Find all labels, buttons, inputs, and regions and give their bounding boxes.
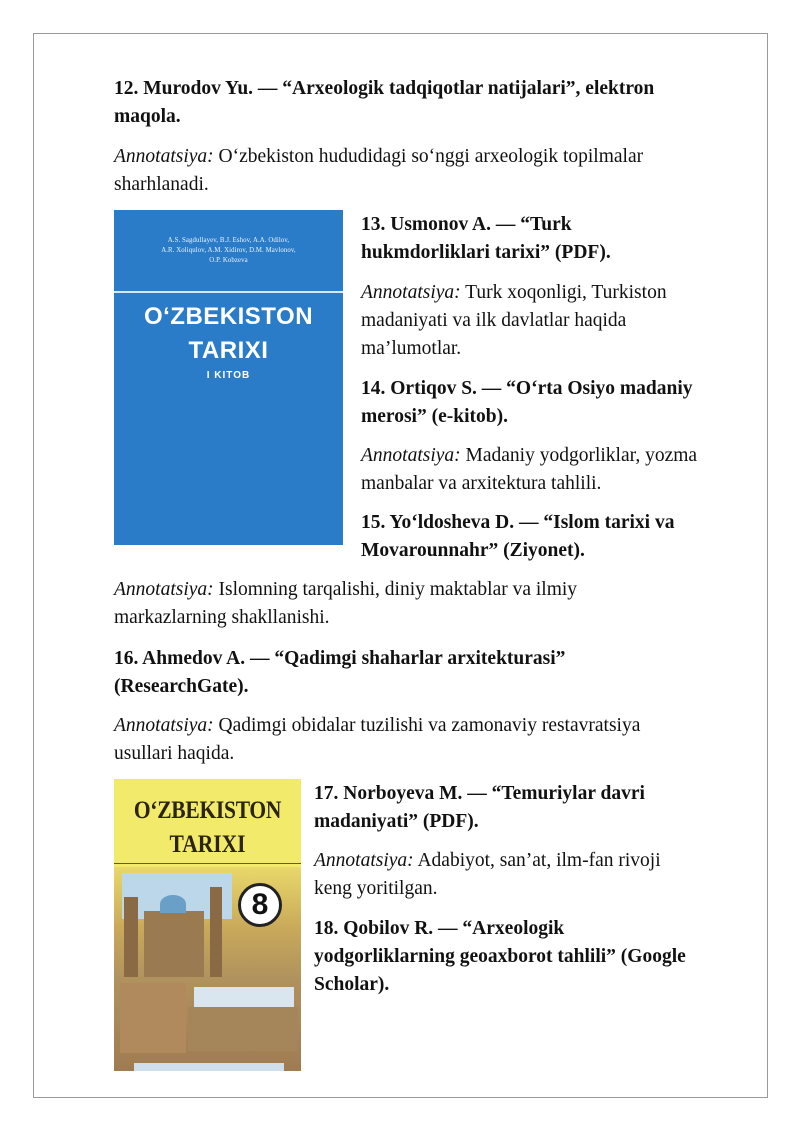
entry-12-annotation-line1 [114,143,643,171]
entry-15-annotation-line2: markazlarning shakllanishi. [114,607,330,628]
entry-13-title-line2: hukmdorliklari tarixi” (PDF). [361,242,611,263]
entry-14-annotation-line1 [361,442,697,470]
annotation-text: Madaniy yodgorliklar, yozma [460,445,698,466]
grade-number-badge: 8 [238,883,282,927]
entry-13-annotation-line3: ma’lumotlar. [361,338,462,359]
entry-14-title-line2: merosi” (e-kitob). [361,406,508,427]
cover-title-line1: O‘ZBEKISTON [143,303,314,330]
entry-13-annotation-line1 [361,279,667,307]
entry-17-title-line2: madaniyati” (PDF). [314,811,479,832]
annotation-text: Turk xoqonligi, Turkiston [460,282,667,303]
cover-divider [114,863,301,864]
annotation-label: Annotatsiya: [361,445,461,466]
annotation-text: O‘zbekiston hududidagi so‘nggi arxeologik topilmalar [213,146,644,167]
cover-authors-line2: A.R. Xoliqulov, A.M. Xidirov, D.M. Mavlonov, [161,247,296,254]
entry-13-title-line1: 13. Usmonov A. — “Turk [361,214,572,235]
cover-title-line1: O‘ZBEKISTON [133,797,282,824]
annotation-label: Annotatsiya: [114,579,214,600]
entry-17-title-line1: 17. Norboyeva M. — “Temuriylar davri [314,783,645,804]
cover-authors-line1: A.S. Sagdullayev, B.J. Eshov, A.A. Odilov, [167,237,290,244]
cover-title-line2: TARIXI [188,337,269,364]
cover-title-line2: TARIXI [169,831,246,858]
annotation-text: Qadimgi obidalar tuzilishi va zamonaviy restavratsiya [213,715,641,736]
annotation-text: Islomning tarqalishi, diniy maktablar va ilmiy [213,579,578,600]
entry-15-title-line2: Movarounnahr” (Ziyonet). [361,540,585,561]
entry-15-annotation-line1 [114,576,577,604]
cover-divider [114,291,343,293]
entry-18-title-line3: Scholar). [314,974,390,995]
entry-14-annotation-line2: manbalar va arxitektura tahlili. [361,473,602,494]
annotation-label: Annotatsiya: [314,850,414,871]
entry-14-title-line1: 14. Ortiqov S. — “O‘rta Osiyo madaniy [361,378,693,399]
entry-18-title-line1: 18. Qobilov R. — “Arxeologik [314,918,565,939]
entry-12-annotation-line2: sharhlanadi. [114,174,209,195]
entry-17-annotation-line1 [314,847,661,875]
cover-authors-line3: O.P. Kobzeva [209,257,248,264]
entry-15-title-line1: 15. Yo‘ldosheva D. — “Islom tarixi va [361,512,675,533]
entry-18-title-line2: yodgorliklarning geoaxborot tahlili” (Google [314,946,686,967]
annotation-label: Annotatsiya: [114,715,214,736]
entry-16-annotation-line1 [114,712,640,740]
entry-12-title-line2: maqola. [114,106,181,127]
annotation-label: Annotatsiya: [114,146,214,167]
cover-volume: I KITOB [206,370,251,381]
entry-16-title-line1: 16. Ahmedov A. — “Qadimgi shaharlar arxitekturasi” [114,648,566,669]
annotation-text: Adabiyot, san’at, ilm-fan rivoji [413,850,661,871]
cover-authors [122,236,335,266]
entry-16-annotation-line2: usullari haqida. [114,743,235,764]
annotation-label: Annotatsiya: [361,282,461,303]
book-cover-uzbekistan-history-grade8 [114,779,301,1071]
entry-16-title-line2: (ResearchGate). [114,676,249,697]
entry-12-title-line1: 12. Murodov Yu. — “Arxeologik tadqiqotlar natijalari”, elektron [114,78,655,99]
entry-13-annotation-line2: madaniyati va ilk davlatlar haqida [361,310,627,331]
entry-17-annotation-line2: keng yoritilgan. [314,878,438,899]
book-cover-uzbekistan-history-vol1 [114,210,343,545]
